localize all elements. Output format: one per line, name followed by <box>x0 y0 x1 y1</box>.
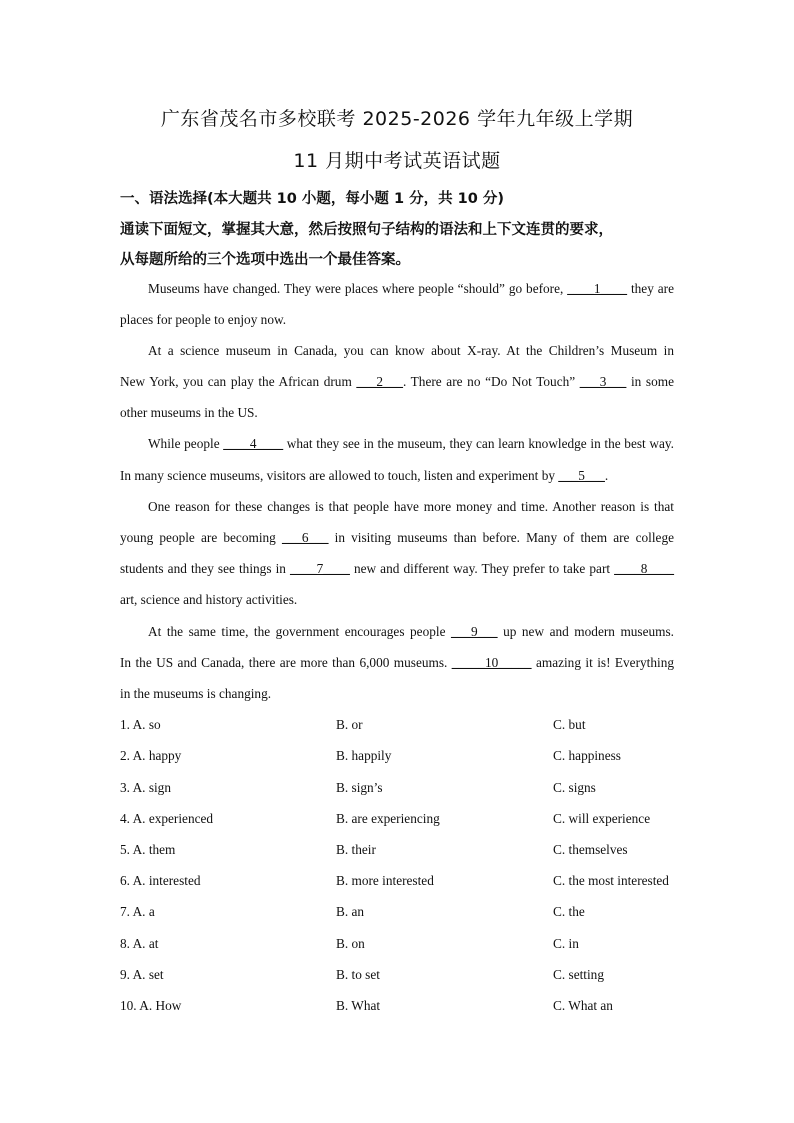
passage-p1-line2: places for people to enjoy now. <box>120 312 287 327</box>
option-7-b: B. an <box>336 904 365 919</box>
blank-3: ___3___ <box>579 374 627 389</box>
passage-p2-line3: other museums in the US. <box>120 405 258 420</box>
option-4-a: 4. A. experienced <box>120 811 214 826</box>
option-5-c: C. themselves <box>553 842 628 857</box>
section-heading: 一、语法选择(本大题共 10 小题，每小题 1 分，共 10 分) <box>120 191 504 207</box>
option-3-c: C. signs <box>553 780 596 795</box>
blank-5: ___5___ <box>558 468 605 483</box>
option-7-a: 7. A. a <box>120 904 155 919</box>
passage-p5-line1: At the same time, the government encourages people ___9___ up new and modern museums. <box>148 624 674 639</box>
blank-8: ____8____ <box>614 561 675 576</box>
passage-p3-line1: While people ____4____ what they see in the museum, they can learn knowledge in the best way. <box>148 436 674 451</box>
option-10-b: B. What <box>336 998 381 1013</box>
option-3-a: 3. A. sign <box>120 780 171 795</box>
passage-p4-line4: art, science and history activities. <box>120 592 298 607</box>
instructions-line1: 通读下面短文，掌握其大意，然后按照句子结构的语法和上下文连贯的要求， <box>120 222 613 238</box>
option-4-b: B. are experiencing <box>336 811 440 826</box>
option-6-c: C. the most interested <box>553 873 669 888</box>
option-10-a: 10. A. How <box>120 998 182 1013</box>
option-8-a: 8. A. at <box>120 936 159 951</box>
exam-title-line1: 广东省茂名市多校联考 2025-2026 学年九年级上学期 <box>160 108 634 130</box>
blank-1: ____1____ <box>567 281 628 296</box>
option-5-b: B. their <box>336 842 376 857</box>
blank-2: ___2___ <box>356 374 403 389</box>
option-6-a: 6. A. interested <box>120 873 201 888</box>
option-9-a: 9. A. set <box>120 967 164 982</box>
passage-p4-line3: students and they see things in ____7____ new and different way. They prefer to take part ____8____ <box>120 561 675 576</box>
option-6-b: B. more interested <box>336 873 434 888</box>
passage-p1-line1: Museums have changed. They were places where people “should” go before, ____1____ they are <box>148 281 674 296</box>
passage-p5-line3: in the museums is changing. <box>120 686 272 701</box>
passage-p2-line1: At a science museum in Canada, you can know about X-ray. At the Children’s Museum in <box>148 343 674 358</box>
option-2-a: 2. A. happy <box>120 748 182 763</box>
blank-4: ____4____ <box>223 436 284 451</box>
passage-p4-line1: One reason for these changes is that people have more money and time. Another reason is that <box>148 499 674 514</box>
passage-p5-line2: In the US and Canada, there are more than 6,000 museums. _____10_____ amazing it is! Everything <box>120 655 674 670</box>
option-1-c: C. but <box>553 717 586 732</box>
option-4-c: C. will experience <box>553 811 651 826</box>
option-2-b: B. happily <box>336 748 392 763</box>
option-1-b: B. or <box>336 717 363 732</box>
option-7-c: C. the <box>553 904 585 919</box>
exam-title-line2: 11 月期中考试英语试题 <box>293 150 501 172</box>
option-3-b: B. sign’s <box>336 780 383 795</box>
passage-p4-line2: young people are becoming ___6___ in visiting museums than before. Many of them are college <box>120 530 674 545</box>
option-8-c: C. in <box>553 936 579 951</box>
option-1-a: 1. A. so <box>120 717 161 732</box>
option-9-c: C. setting <box>553 967 604 982</box>
option-5-a: 5. A. them <box>120 842 176 857</box>
blank-10: _____10_____ <box>451 655 532 670</box>
blank-7: ____7____ <box>290 561 350 576</box>
option-10-c: C. What an <box>553 998 613 1013</box>
passage-p3-line2: In many science museums, visitors are allowed to touch, listen and experiment by ___5___. <box>120 468 609 483</box>
option-2-c: C. happiness <box>553 748 621 763</box>
option-9-b: B. to set <box>336 967 380 982</box>
blank-6: ___6___ <box>281 530 329 545</box>
blank-9: ___9___ <box>451 624 498 639</box>
option-8-b: B. on <box>336 936 365 951</box>
passage-p2-line2: New York, you can play the African drum ___2___. There are no “Do Not Touch” ___3___ in some <box>120 374 674 389</box>
instructions-line2: 从每题所给的三个选项中选出一个最佳答案。 <box>120 252 410 268</box>
